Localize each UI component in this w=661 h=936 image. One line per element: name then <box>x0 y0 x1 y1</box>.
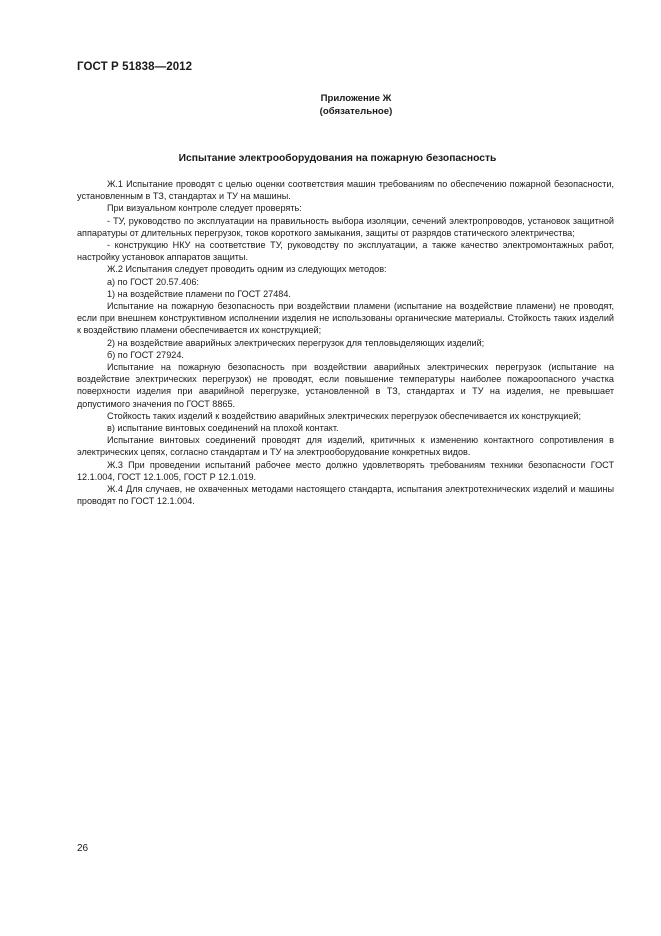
paragraph: 2) на воздействие аварийных электрических перегрузок для тепловыделяющих изделий; <box>107 337 485 348</box>
paragraph: Ж.4 Для случаев, не охваченных методами настоящего стандарта, испытания электротехнических изделий и машины проводят по ГОСТ 12.1.004. <box>77 484 614 507</box>
section-title: Испытание электрооборудования на пожарную безопасность <box>178 153 497 164</box>
page-number: 26 <box>77 843 89 854</box>
annex-status: (обязательное) <box>319 106 393 117</box>
paragraph: 1) на воздействие пламени по ГОСТ 27484. <box>107 288 291 299</box>
standard-header: ГОСТ Р 51838—2012 <box>77 61 193 73</box>
paragraph: в) испытание винтовых соединений на плохой контакт. <box>107 423 339 434</box>
paragraph: При визуальном контроле следует проверять: <box>107 203 302 214</box>
paragraph: Ж.2 Испытания следует проводить одним из следующих методов: <box>107 264 387 275</box>
paragraph: Ж.3 При проведении испытаний рабочее место должно удовлетворять требованиям техники безопасности ГОСТ 12.1.004, ГОСТ 12.1.005, ГОСТ Р 12.1.019. <box>77 459 614 482</box>
paragraph: а) по ГОСТ 20.57.406: <box>107 276 199 287</box>
paragraph: Ж.1 Испытание проводят с целью оценки соответствия машин требованиям по обеспечению пожарной безопасности, установленным в ТЗ, стандартах и ТУ на машины. <box>77 179 614 202</box>
annex-title: Приложение Ж <box>320 93 392 104</box>
paragraph: Испытание на пожарную безопасность при воздействии пламени (испытание на воздействие пламени) не проводят, если при внешнем конструктивном исполнении изделия не использованы органические материалы. Стойкость таких изделий к воздействию пламени обеспечивается их конструкцией; <box>77 301 614 336</box>
paragraph: Испытание винтовых соединений проводят для изделий, критичных к изменению контактного сопротивления в электрических цепях, согласно стандартам и ТУ на электрооборудование конкретных видов. <box>77 435 614 458</box>
paragraph: Испытание на пожарную безопасность при воздействии аварийных электрических перегрузок (испытание на воздействие электрических перегрузок) не проводят, если повышение температуры наиболее пожароопасного участка поверхности изделия при аварийной перегрузке, установленной в ТЗ, стандартах и ТУ на изделия, не превышает допустимого значения по ГОСТ 8865. <box>77 362 614 409</box>
paragraph: б) по ГОСТ 27924. <box>107 349 184 360</box>
paragraph: - ТУ, руководство по эксплуатации на правильность выбора изоляции, сечений электропроводов, установок защитной аппаратуры от длительных перегрузок, токов короткого замыкания, защиты от разрядов статического электричества; <box>77 215 614 238</box>
annex-heading <box>276 92 436 118</box>
paragraph: Стойкость таких изделий к воздействию аварийных электрических перегрузок обеспечивается их конструкцией; <box>107 410 582 421</box>
body-text <box>77 178 614 507</box>
paragraph: - конструкцию НКУ на соответствие ТУ, руководству по эксплуатации, а также качество электромонтажных работ, настройку установок аппаратов защиты. <box>77 240 614 263</box>
